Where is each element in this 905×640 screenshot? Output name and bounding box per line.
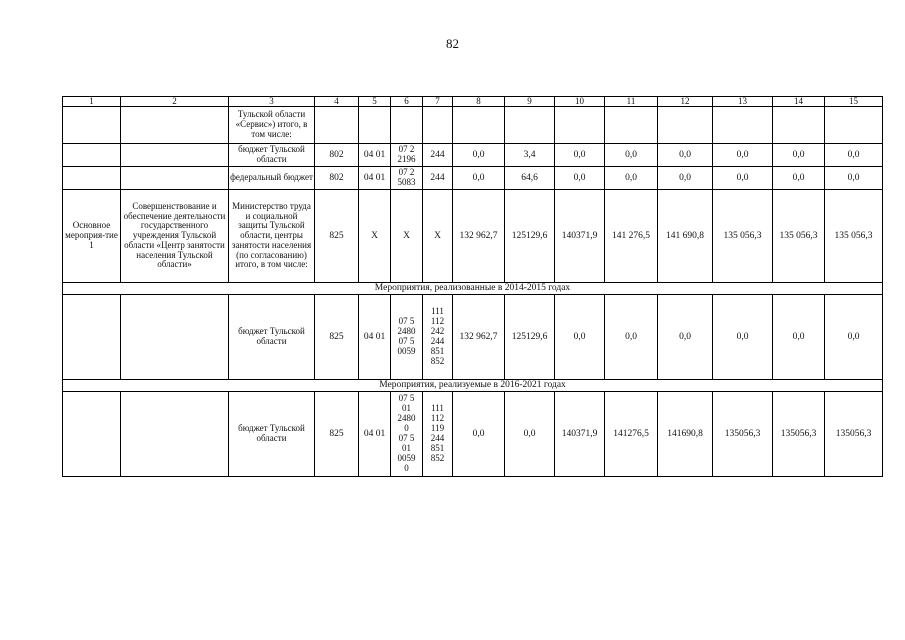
header-cell: 10 bbox=[555, 97, 605, 107]
cell-value: 0,0 bbox=[825, 295, 883, 380]
header-cell: 2 bbox=[121, 97, 229, 107]
section-title: Мероприятия, реализуемые в 2016-2021 годах bbox=[63, 380, 883, 392]
cell-value: 0,0 bbox=[605, 144, 658, 167]
cell-value: 140371,9 bbox=[555, 190, 605, 283]
table-row-budget-tula bbox=[63, 144, 883, 167]
cell-value: 132 962,7 bbox=[453, 190, 505, 283]
header-cell: 4 bbox=[315, 97, 359, 107]
cell-event-name: Совершенствование и обеспечение деятельности государственного учреждения Тульской области «Центр занятости населения Тульской области» bbox=[121, 190, 229, 283]
cell-value: 141690,8 bbox=[658, 392, 713, 477]
cell-value: 0,0 bbox=[555, 167, 605, 190]
cell-value: 64,6 bbox=[505, 167, 555, 190]
cell-source: федеральный бюджет bbox=[229, 167, 315, 190]
table-row-budget-federal bbox=[63, 167, 883, 190]
header-cell: 5 bbox=[359, 97, 391, 107]
cell-value: 0,0 bbox=[555, 295, 605, 380]
header-cell: 8 bbox=[453, 97, 505, 107]
section-row-2014-2015 bbox=[63, 283, 883, 295]
cell-rz: 04 01 bbox=[359, 295, 391, 380]
cell-value: 3,4 bbox=[505, 144, 555, 167]
cell-vr: 244 bbox=[423, 144, 453, 167]
cell-value: 125129,6 bbox=[505, 295, 555, 380]
cell-value: 135056,3 bbox=[713, 392, 773, 477]
cell-source: бюджет Тульской области bbox=[229, 295, 315, 380]
cell-csr: X bbox=[391, 190, 423, 283]
budget-table bbox=[62, 96, 883, 477]
cell-value: 0,0 bbox=[555, 144, 605, 167]
cell-value: 141 276,5 bbox=[605, 190, 658, 283]
cell-event-code: Основное мероприя-тие 1 bbox=[63, 190, 121, 283]
header-cell: 14 bbox=[773, 97, 825, 107]
cell-rz: 04 01 bbox=[359, 392, 391, 477]
cell-value: 0,0 bbox=[605, 167, 658, 190]
cell-value: 0,0 bbox=[713, 167, 773, 190]
cell-csr: 07 2 2196 bbox=[391, 144, 423, 167]
table-row-service bbox=[63, 107, 883, 144]
cell-value: 0,0 bbox=[713, 144, 773, 167]
cell-csr: 07 2 5083 bbox=[391, 167, 423, 190]
cell-vr: X bbox=[423, 190, 453, 283]
cell-value: 0,0 bbox=[825, 144, 883, 167]
cell-gr: 825 bbox=[315, 392, 359, 477]
table-row-2014-budget bbox=[63, 295, 883, 380]
cell-value: 0,0 bbox=[658, 144, 713, 167]
header-cell: 12 bbox=[658, 97, 713, 107]
cell-value: 135 056,3 bbox=[713, 190, 773, 283]
cell-vr: 244 bbox=[423, 167, 453, 190]
header-cell: 6 bbox=[391, 97, 423, 107]
cell-gr: 802 bbox=[315, 167, 359, 190]
cell-value: 141 690,8 bbox=[658, 190, 713, 283]
cell-value: 0,0 bbox=[605, 295, 658, 380]
cell-value: 125129,6 bbox=[505, 190, 555, 283]
cell-csr: 07 5 2480 07 5 0059 bbox=[391, 295, 423, 380]
section-row-2016-2021 bbox=[63, 380, 883, 392]
cell-value: 0,0 bbox=[453, 392, 505, 477]
cell-gr: 802 bbox=[315, 144, 359, 167]
cell-value: 0,0 bbox=[773, 144, 825, 167]
cell-value: 0,0 bbox=[773, 295, 825, 380]
cell-value: 0,0 bbox=[453, 167, 505, 190]
cell-vr: 111 112 119 244 851 852 bbox=[423, 392, 453, 477]
cell-csr: 07 5 01 2480 0 07 5 01 0059 0 bbox=[391, 392, 423, 477]
cell-value: 141276,5 bbox=[605, 392, 658, 477]
header-cell: 7 bbox=[423, 97, 453, 107]
cell-value: 0,0 bbox=[658, 295, 713, 380]
section-title: Мероприятия, реализованные в 2014-2015 годах bbox=[63, 283, 883, 295]
page-number: 82 bbox=[446, 36, 459, 51]
cell-value: 0,0 bbox=[453, 144, 505, 167]
cell-gr: 825 bbox=[315, 295, 359, 380]
table-header-row bbox=[63, 97, 883, 107]
table-row-2016-budget bbox=[63, 392, 883, 477]
header-cell: 11 bbox=[605, 97, 658, 107]
cell-rz: X bbox=[359, 190, 391, 283]
cell-value: 0,0 bbox=[713, 295, 773, 380]
cell-source: бюджет Тульской области bbox=[229, 392, 315, 477]
cell-value: 0,0 bbox=[825, 167, 883, 190]
header-cell: 3 bbox=[229, 97, 315, 107]
cell-gr: 825 bbox=[315, 190, 359, 283]
cell-executor: Министерство труда и социальной защиты Тульской области, центры занятости населения (по согласованию) итого, в том числе: bbox=[229, 190, 315, 283]
table-row-main-event bbox=[63, 190, 883, 283]
cell-value: 0,0 bbox=[505, 392, 555, 477]
cell-source: бюджет Тульской области bbox=[229, 144, 315, 167]
cell-value: 0,0 bbox=[773, 167, 825, 190]
cell-value: 135 056,3 bbox=[825, 190, 883, 283]
cell-recipient: Тульской области «Сервис») итого, в том числе: bbox=[229, 107, 315, 144]
cell-rz: 04 01 bbox=[359, 167, 391, 190]
cell-value: 0,0 bbox=[658, 167, 713, 190]
header-cell: 1 bbox=[63, 97, 121, 107]
header-cell: 13 bbox=[713, 97, 773, 107]
cell-vr: 111 112 242 244 851 852 bbox=[423, 295, 453, 380]
cell-rz: 04 01 bbox=[359, 144, 391, 167]
header-cell: 15 bbox=[825, 97, 883, 107]
header-cell: 9 bbox=[505, 97, 555, 107]
cell-value: 135 056,3 bbox=[773, 190, 825, 283]
cell-value: 135056,3 bbox=[773, 392, 825, 477]
cell-value: 132 962,7 bbox=[453, 295, 505, 380]
cell-value: 135056,3 bbox=[825, 392, 883, 477]
cell-value: 140371,9 bbox=[555, 392, 605, 477]
